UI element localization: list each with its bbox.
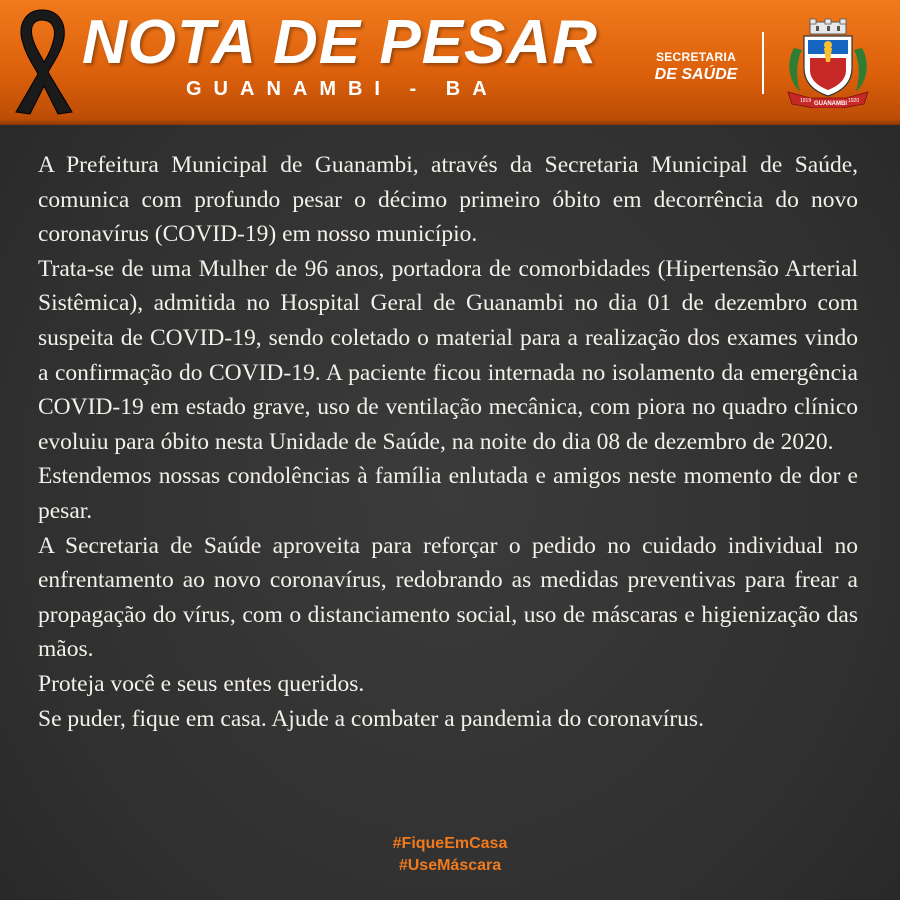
paragraph-condolences: Estendemos nossas condolências à família enlutada e amigos neste momento de dor e pesar. [38,463,858,524]
notice-title: NOTA DE PESAR [82,8,598,77]
secretaria-line2: DE SAÚDE [654,66,738,83]
notice-subtitle: GUANAMBI - BA [186,78,499,100]
paragraph-protect: Proteja você e seus entes queridos. [38,670,365,697]
paragraph-case-details: Trata-se de uma Mulher de 96 anos, portadora de comorbidades (Hipertensão Arterial Sistêmica), admitida no Hospital Geral de Guanambi no dia 01 de dezembro com suspeita de COVID-19, sendo coletado o material para a realização dos exames vindo a confirmação do COVID-19. A paciente ficou internada no isolamento da emergência COVID-19 em estado grave, uso de ventilação mecânica, com piora no quadro clínico evoluiu para óbito nesta Unidade de Saúde, na noite do dia 08 de dezembro de 2020. [38,255,858,455]
header-divider [762,32,764,94]
paragraph-prevention: A Secretaria de Saúde aproveita para reforçar o pedido no cuidado individual no enfrentamento ao novo coronavírus, redobrando as medidas preventivas para frear a propagação do vírus, com o distanciamento social, uso de máscaras e higienização das mãos. [38,532,858,663]
municipal-coat-of-arms [780,18,876,108]
crest-year-left: 1919 [800,98,812,104]
paragraph-stay-home: Se puder, fique em casa. Ajude a combater a pandemia do coronavírus. [38,705,704,732]
secretaria-label [640,50,752,85]
notice-body [38,148,858,736]
secretaria-line1: SECRETARIA [655,50,737,64]
crest-banner: GUANAMBI [814,101,847,107]
mourning-ribbon-icon [8,4,76,116]
hashtags [0,833,900,877]
hashtag-use-mascara: #UseMáscara [398,857,502,874]
paragraph-announcement: A Prefeitura Municipal de Guanambi, através da Secretaria Municipal de Saúde, comunica com profundo pesar o décimo primeiro óbito em decorrência do novo coronavírus (COVID-19) em nosso município. [38,152,858,248]
header-banner [0,0,900,125]
hashtag-fique-em-casa: #FiqueEmCasa [392,835,508,852]
crest-year-right: 1920 [848,98,860,104]
